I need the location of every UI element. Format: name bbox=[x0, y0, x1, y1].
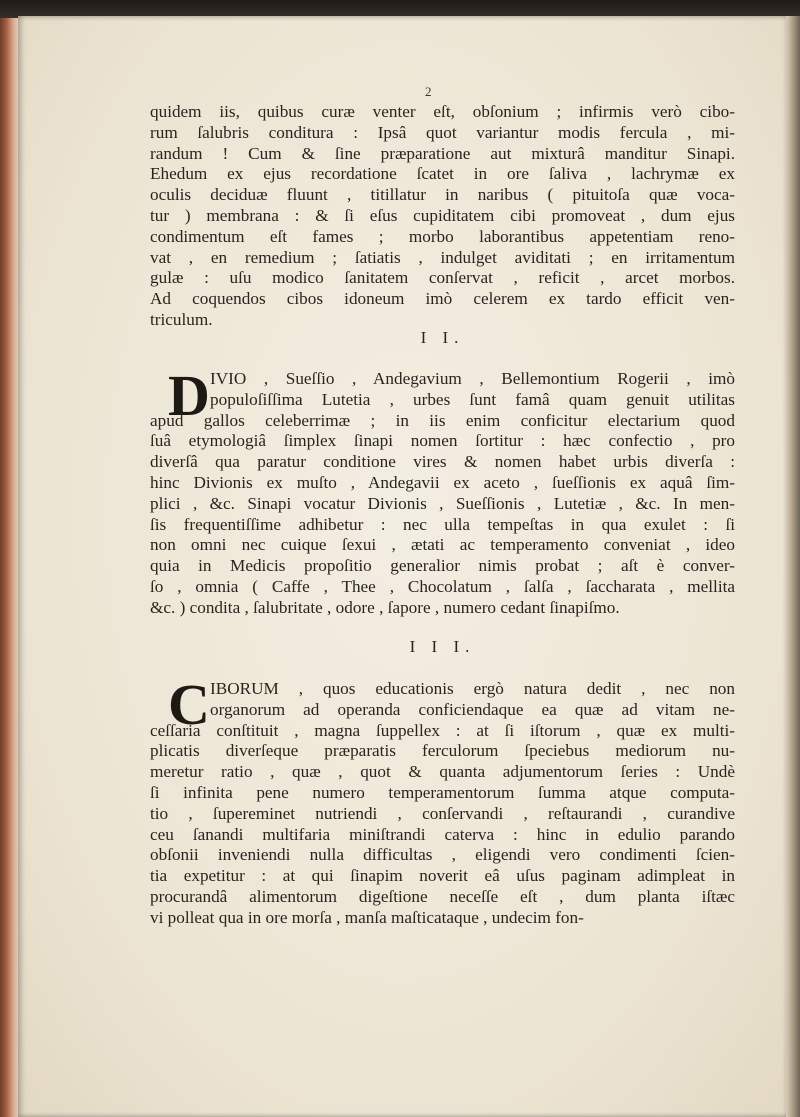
section-3-text bbox=[150, 672, 735, 929]
text-line: quidem iis, quibus curæ venter eſt, obſonium ; infirmis verò cibo- bbox=[150, 102, 735, 121]
text-line: randum ! Cum & ſine præparatione aut mixturâ manditur Sinapi. bbox=[150, 143, 735, 163]
text-line: condimentum eſt fames ; morbo laborantibus appetentiam reno- bbox=[150, 226, 735, 246]
text-line: triculum. bbox=[150, 309, 213, 329]
text-line: populoſiſſima Lutetia , urbes ſunt famâ quam genuit utilitas bbox=[210, 389, 735, 409]
text-line: tur ) membrana : & ſi eſus cupiditatem cibi promoveat , dum ejus bbox=[150, 205, 735, 225]
text-line: apud gallos celeberrimæ ; in iis enim conficitur electarium quod bbox=[150, 410, 735, 430]
text-line: Ad coquendos cibos idoneum imò celerem ex tardo efficit ven- bbox=[150, 289, 735, 309]
text-line: &c. ) condita , ſalubritate , odore , ſapore , numero cedant ſinapiſmo. bbox=[150, 597, 620, 617]
drop-cap-c: C bbox=[168, 672, 210, 737]
text-line: tia expetitur : at qui ſinapim noverit eâ uſus paginam adimpleat in bbox=[150, 866, 735, 886]
text-line: oculis deciduæ fluunt , titillatur in naribus ( pituitoſa quæ voca- bbox=[150, 185, 735, 205]
text-line: ſi infinita pene numero temperamentorum ſumma atque computa- bbox=[150, 782, 735, 802]
text-line: IBORUM , quos educationis ergò natura dedit , nec non bbox=[210, 679, 735, 698]
page-number: 2 bbox=[425, 84, 432, 99]
text-line: rum ſalubris conditura : Ipsâ quot variantur modis fercula , mi- bbox=[150, 122, 735, 142]
text-line: Ehedum ex ejus recordatione ſcatet in ore ſaliva , lachrymæ ex bbox=[150, 164, 735, 184]
text-line: diverſâ qua paratur conditione vires & nomen habet urbis diverſa : bbox=[150, 452, 735, 472]
text-line: vat , en remedium ; ſatiatis , indulget aviditati ; en irritamentum bbox=[150, 247, 735, 267]
section-number-2: I I. bbox=[420, 328, 465, 347]
text-line: non omni nec cuique ſexui , ætati ac temperamento conveniat , ideo bbox=[150, 535, 735, 555]
text-line: ſis frequentiſſime adhibetur : nec ulla tempeſtas in qua exulet : ſi bbox=[150, 514, 735, 534]
paragraph-1 bbox=[150, 102, 735, 331]
text-line: plicatis diverſeque præparatis ferculorum ſpeciebus mediorum nu- bbox=[150, 741, 735, 761]
text-line: obſonii inveniendi nulla difficultas , eligendi vero condimenti ſcien- bbox=[150, 845, 735, 865]
text-line: gulæ : uſu modico ſanitatem conſervat , reficit , arcet morbos. bbox=[150, 268, 735, 288]
text-line: procurandâ alimentorum digeſtione neceſſe eſt , dum planta iſtæc bbox=[150, 886, 735, 906]
text-line: quia in Medicis propoſitio generalior nimis probat ; aſt è conver- bbox=[150, 556, 735, 576]
text-line: IVIO , Sueſſio , Andegavium , Bellemontium Rogerii , imò bbox=[210, 369, 735, 388]
text-line: tio , ſupereminet nutriendi , conſervandi , reſtaurandi , curandive bbox=[150, 803, 735, 823]
text-line: ceſſaria conſtituit , magna ſuppellex : at ſi iſtorum , quæ ex multi- bbox=[150, 720, 735, 740]
section-2-text bbox=[150, 363, 735, 619]
text-line: ſuâ etymologiâ ſimplex ſinapi nomen ſortitur : hæc confectio , pro bbox=[150, 431, 735, 451]
text-line: hinc Divionis ex muſto , Andegavii ex aceto , ſueſſionis ex aquâ ſim- bbox=[150, 472, 735, 492]
page-edge-shadow bbox=[786, 16, 800, 1117]
text-line: ceu ſanandi multifaria miniſtrandi caterva : hinc in edulio parando bbox=[150, 824, 735, 844]
text-line: vi polleat qua in ore morſa , manſa maſticataque , undecim fon- bbox=[150, 907, 584, 927]
text-line: meretur ratio , quæ , quot & quanta adjumentorum ſeries : Undè bbox=[150, 762, 735, 782]
section-number-3: I I I. bbox=[409, 637, 476, 656]
drop-cap-d: D bbox=[168, 363, 210, 428]
text-line: plici , &c. Sinapi vocatur Divionis , Sueſſionis , Lutetiæ , &c. In men- bbox=[150, 493, 735, 513]
text-line: organorum ad operanda conficiendaque ea quæ ad vitam ne- bbox=[210, 699, 735, 719]
text-line: ſo , omnia ( Caffe , Thee , Chocolatum , ſalſa , ſaccharata , mellita bbox=[150, 576, 735, 596]
